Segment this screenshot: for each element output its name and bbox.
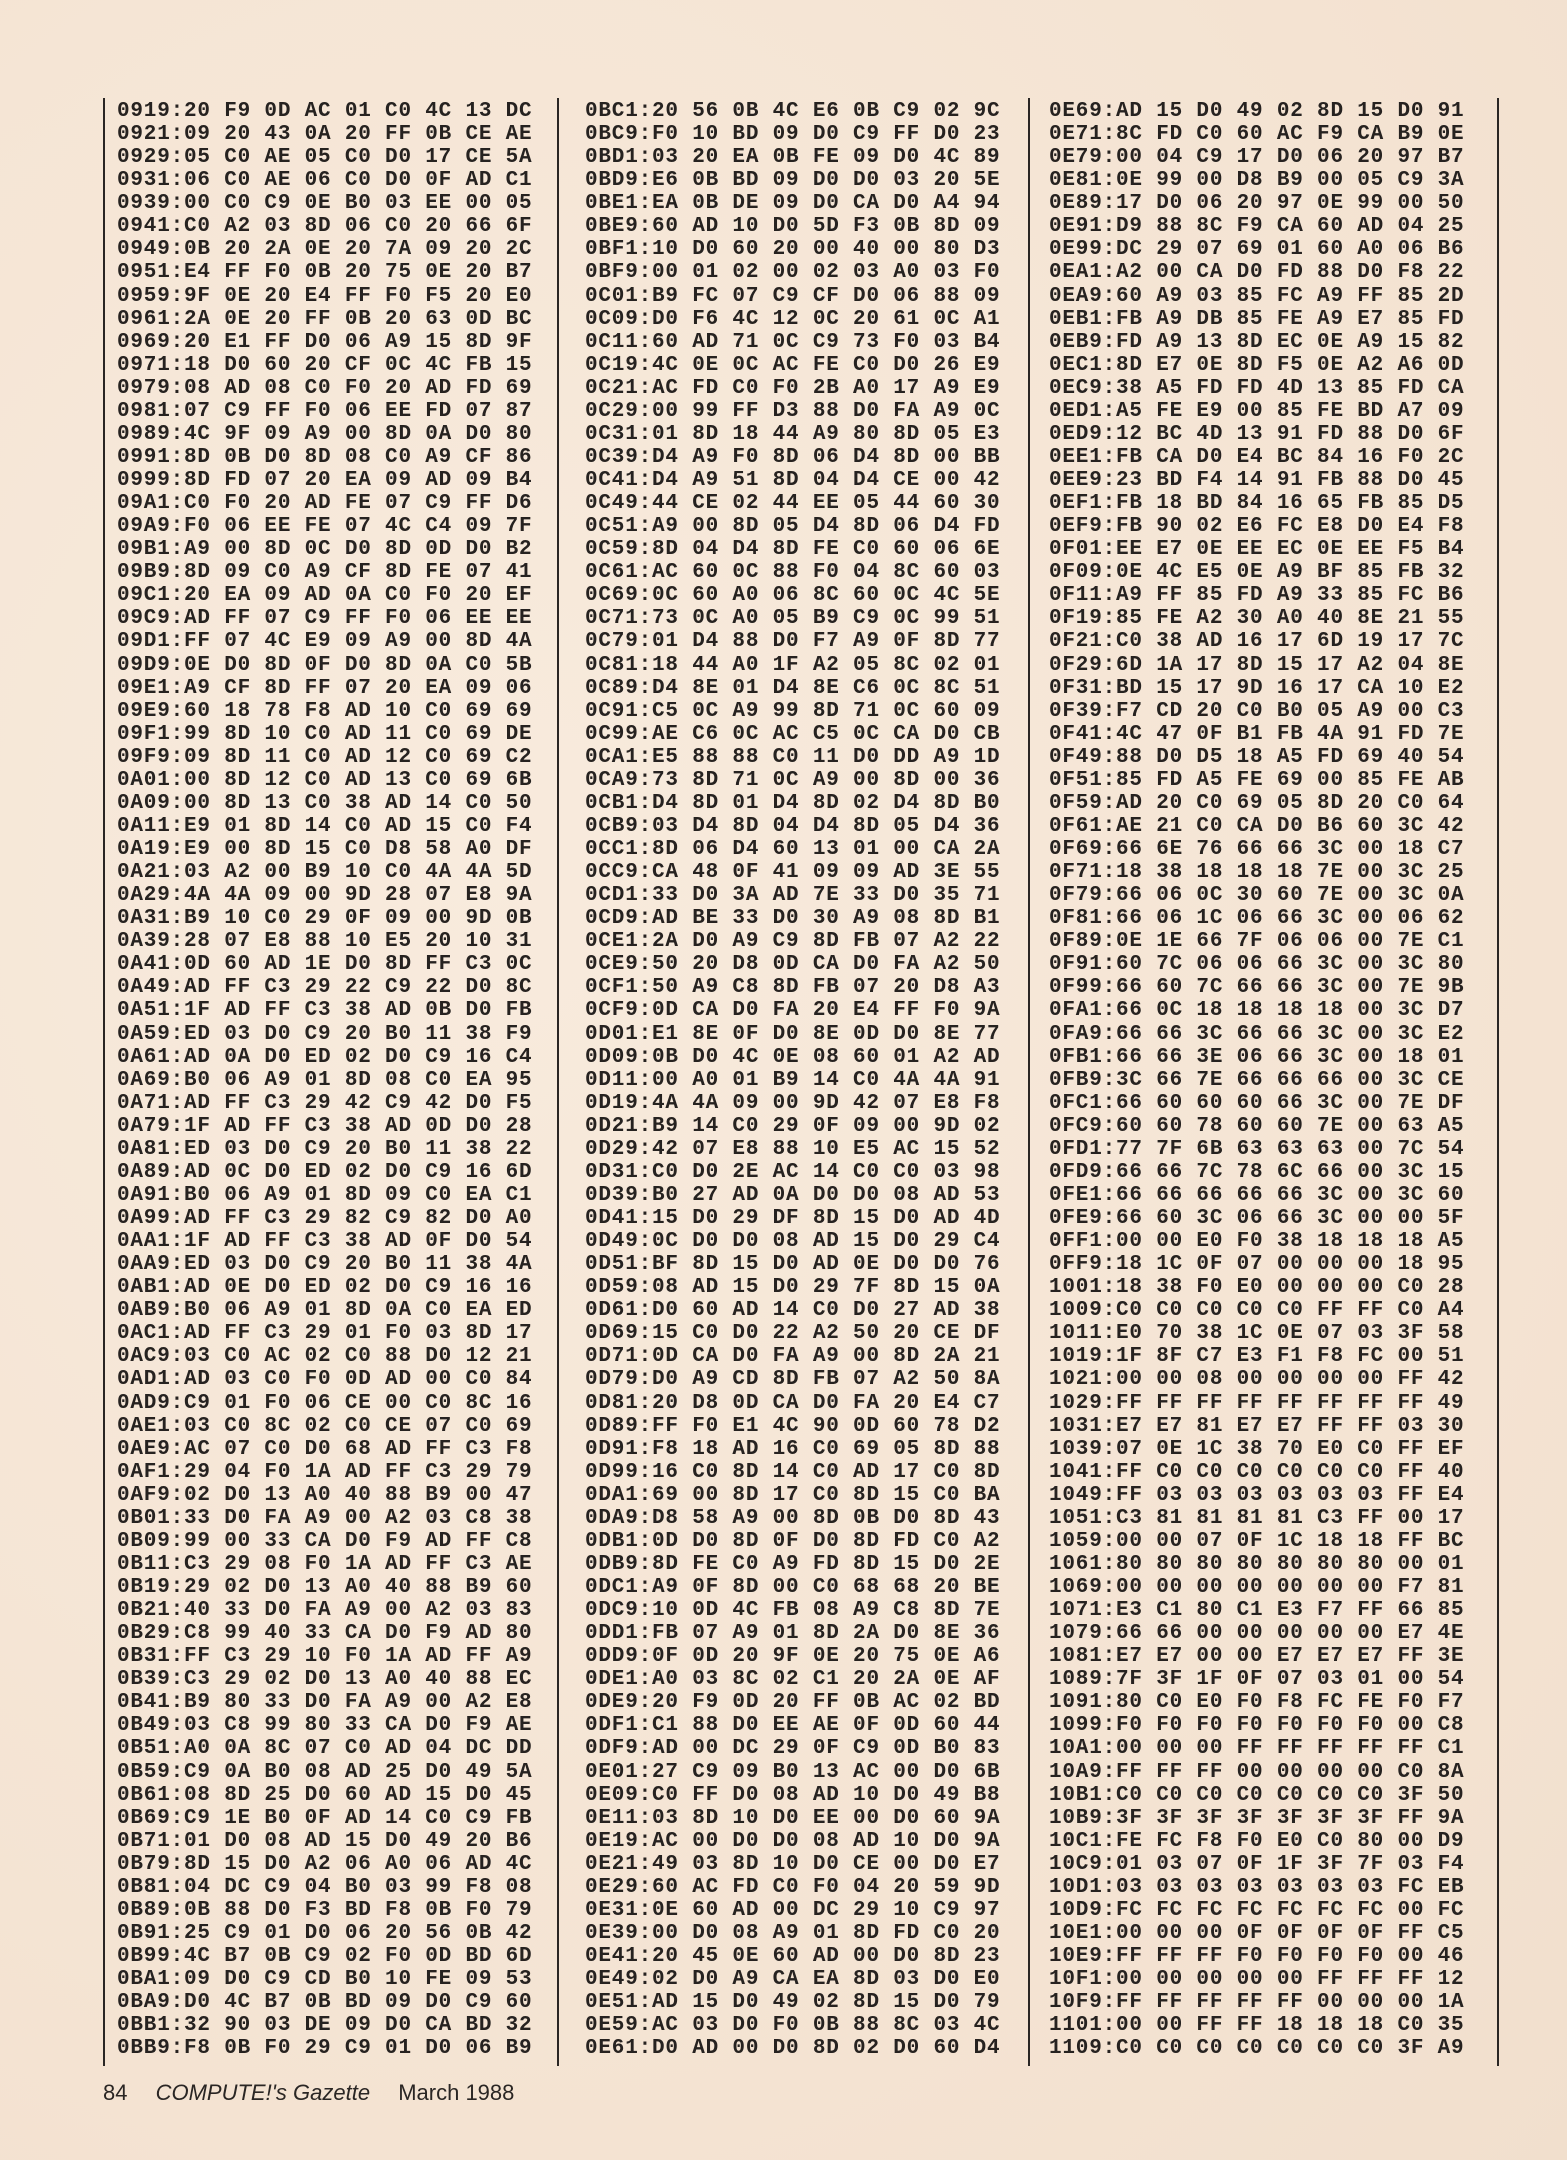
listing-line: 0E21:49 03 8D 10 D0 CE 00 D0 E7 [585, 1852, 1001, 1876]
listing-line: 0E29:60 AC FD C0 F0 04 20 59 9D [585, 1875, 1001, 1899]
listing-line: 0BF1:10 D0 60 20 00 40 00 80 D3 [585, 238, 1001, 262]
listing-line: 0B19:29 02 D0 13 A0 40 88 B9 60 [117, 1576, 533, 1599]
listing-line: 0A91:B0 06 A9 01 8D 09 C0 EA C1 [117, 1183, 533, 1207]
listing-line: 0FC1:66 60 60 60 66 3C 00 7E DF [1049, 1091, 1465, 1115]
listing-line: 0F39:F7 CD 20 C0 B0 05 A9 00 C3 [1049, 699, 1465, 723]
listing-line: 1031:E7 E7 81 E7 E7 FF FF 03 30 [1049, 1414, 1465, 1438]
listing-line: 1019:1F 8F C7 E3 F1 F8 FC 00 51 [1049, 1345, 1465, 1369]
listing-line: 09C9:AD FF 07 C9 FF F0 06 EE EE [117, 607, 533, 631]
listing-line: 10F9:FF FF FF FF FF 00 00 00 1A [1049, 1991, 1465, 2015]
listing-line: 0C41:D4 A9 51 8D 04 D4 CE 00 42 [585, 469, 1001, 492]
listing-line: 0DF9:AD 00 DC 29 0F C9 0D B0 83 [585, 1737, 1001, 1761]
listing-line: 0F29:6D 1A 17 8D 15 17 A2 04 8E [1049, 653, 1465, 677]
listing-line: 0B59:C9 0A B0 08 AD 25 D0 49 5A [117, 1760, 533, 1784]
listing-line: 0E69:AD 15 D0 49 02 8D 15 D0 91 [1049, 100, 1465, 123]
listing-line: 1081:E7 E7 00 00 E7 E7 E7 FF 3E [1049, 1645, 1465, 1669]
listing-line: 0C49:44 CE 02 44 EE 05 44 60 30 [585, 492, 1001, 516]
listing-line: 0D89:FF F0 E1 4C 90 0D 60 78 D2 [585, 1414, 1001, 1438]
listing-line: 0C51:A9 00 8D 05 D4 8D 06 D4 FD [585, 515, 1001, 539]
listing-line: 0DC9:10 0D 4C FB 08 A9 C8 8D 7E [585, 1599, 1001, 1623]
listing-line: 0FE1:66 66 66 66 66 3C 00 3C 60 [1049, 1183, 1465, 1207]
listing-line: 09B1:A9 00 8D 0C D0 8D 0D D0 B2 [117, 538, 533, 562]
listing-line: 0979:08 AD 08 C0 F0 20 AD FD 69 [117, 376, 533, 400]
listing-line: 0D41:15 D0 29 DF 8D 15 D0 AD 4D [585, 1207, 1001, 1230]
listing-line: 0C61:AC 60 0C 88 F0 04 8C 60 03 [585, 561, 1001, 585]
listing-line: 0F09:0E 4C E5 0E A9 BF 85 FB 32 [1049, 561, 1465, 585]
listing-line: 0941:C0 A2 03 8D 06 C0 20 66 6F [117, 215, 533, 239]
listing-line: 0969:20 E1 FF D0 06 A9 15 8D 9F [117, 330, 533, 354]
listing-line: 0E91:D9 88 8C F9 CA 60 AD 04 25 [1049, 215, 1465, 239]
listing-line: 0D19:4A 4A 09 00 9D 42 07 E8 F8 [585, 1091, 1001, 1115]
listing-line: 0A89:AD 0C D0 ED 02 D0 C9 16 6D [117, 1160, 533, 1184]
listing-line: 0B91:25 C9 01 D0 06 20 56 0B 42 [117, 1921, 533, 1945]
listing-line: 0C79:01 D4 88 D0 F7 A9 0F 8D 77 [585, 630, 1001, 654]
listing-line: 0CC1:8D 06 D4 60 13 01 00 CA 2A [585, 838, 1001, 861]
listing-line: 0921:09 20 43 0A 20 FF 0B CE AE [117, 123, 533, 147]
listing-line: 10B9:3F 3F 3F 3F 3F 3F 3F FF 9A [1049, 1806, 1465, 1830]
listing-line: 0BD1:03 20 EA 0B FE 09 D0 4C 89 [585, 146, 1001, 170]
listing-line: 09B9:8D 09 C0 A9 CF 8D FE 07 41 [117, 561, 533, 585]
listing-line: 1069:00 00 00 00 00 00 00 F7 81 [1049, 1576, 1465, 1599]
magazine-title: COMPUTE!'s Gazette [155, 2080, 371, 2105]
listing-line: 0D29:42 07 E8 88 10 E5 AC 15 52 [585, 1137, 1001, 1161]
listing-line: 0EB1:FB A9 DB 85 FE A9 E7 85 FD [1049, 307, 1465, 331]
listing-line: 0CB1:D4 8D 01 D4 8D 02 D4 8D B0 [585, 791, 1001, 815]
listing-line: 0B69:C9 1E B0 0F AD 14 C0 C9 FB [117, 1806, 533, 1830]
listing-line: 0B61:08 8D 25 D0 60 AD 15 D0 45 [117, 1783, 533, 1807]
listing-line: 0A29:4A 4A 09 00 9D 28 07 E8 9A [117, 884, 533, 908]
listing-line: 0A21:03 A2 00 B9 10 C0 4A 4A 5D [117, 861, 533, 885]
listing-line: 0C89:D4 8E 01 D4 8E C6 0C 8C 51 [585, 676, 1001, 700]
listing-line: 09F9:09 8D 11 C0 AD 12 C0 69 C2 [117, 745, 533, 769]
listing-line: 0DC1:A9 0F 8D 00 C0 68 68 20 BE [585, 1576, 1001, 1599]
listing-line: 09D1:FF 07 4C E9 09 A9 00 8D 4A [117, 630, 533, 654]
listing-line: 0C91:C5 0C A9 99 8D 71 0C 60 09 [585, 699, 1001, 723]
listing-line: 0FA9:66 66 3C 66 66 3C 00 3C E2 [1049, 1022, 1465, 1046]
listing-line: 0931:06 C0 AE 06 C0 D0 0F AD C1 [117, 169, 533, 193]
listing-line: 0991:8D 0B D0 8D 08 C0 A9 CF 86 [117, 445, 533, 469]
listing-line: 0E49:02 D0 A9 CA EA 8D 03 D0 E0 [585, 1968, 1001, 1992]
listing-line: 0929:05 C0 AE 05 C0 D0 17 CE 5A [117, 146, 533, 170]
listing-line: 0EC9:38 A5 FD FD 4D 13 85 FD CA [1049, 376, 1465, 400]
listing-line: 0C31:01 8D 18 44 A9 80 8D 05 E3 [585, 422, 1001, 446]
listing-line: 0C99:AE C6 0C AC C5 0C CA D0 CB [585, 722, 1001, 746]
listing-line: 0BE9:60 AD 10 D0 5D F3 0B 8D 09 [585, 215, 1001, 239]
listing-column-2 [585, 100, 1000, 2060]
listing-line: 0F31:BD 15 17 9D 16 17 CA 10 E2 [1049, 676, 1465, 700]
listing-line: 0F51:85 FD A5 FE 69 00 85 FE AB [1049, 768, 1465, 792]
listing-line: 0EA1:A2 00 CA D0 FD 88 D0 F8 22 [1049, 261, 1465, 285]
listing-line: 10D9:FC FC FC FC FC FC FC 00 FC [1049, 1898, 1465, 1922]
listing-line: 0DA1:69 00 8D 17 C0 8D 15 C0 BA [585, 1483, 1001, 1507]
listing-line: 1051:C3 81 81 81 81 C3 FF 00 17 [1049, 1506, 1465, 1530]
listing-line: 0FC9:60 60 78 60 60 7E 00 63 A5 [1049, 1114, 1465, 1138]
listing-line: 0951:E4 FF F0 0B 20 75 0E 20 B7 [117, 261, 533, 285]
column-rule [557, 98, 559, 2066]
listing-line: 0EF1:FB 18 BD 84 16 65 FB 85 D5 [1049, 492, 1465, 516]
listing-line: 0AB9:B0 06 A9 01 8D 0A C0 EA ED [117, 1299, 533, 1323]
listing-line: 1109:C0 C0 C0 C0 C0 C0 C0 3F A9 [1049, 2037, 1465, 2061]
listing-line: 1071:E3 C1 80 C1 E3 F7 FF 66 85 [1049, 1599, 1465, 1623]
listing-line: 0D31:C0 D0 2E AC 14 C0 C0 03 98 [585, 1160, 1001, 1184]
listing-line: 0A09:00 8D 13 C0 38 AD 14 C0 50 [117, 791, 533, 815]
listing-line: 0B71:01 D0 08 AD 15 D0 49 20 B6 [117, 1829, 533, 1853]
listing-line: 0A39:28 07 E8 88 10 E5 20 10 31 [117, 930, 533, 954]
listing-line: 0EA9:60 A9 03 85 FC A9 FF 85 2D [1049, 284, 1465, 308]
listing-line: 0A19:E9 00 8D 15 C0 D8 58 A0 DF [117, 838, 533, 861]
listing-line: 0D99:16 C0 8D 14 C0 AD 17 C0 8D [585, 1460, 1001, 1484]
listing-line: 0AF9:02 D0 13 A0 40 88 B9 00 47 [117, 1483, 533, 1507]
listing-line: 09E9:60 18 78 F8 AD 10 C0 69 69 [117, 699, 533, 723]
listing-line: 0E59:AC 03 D0 F0 0B 88 8C 03 4C [585, 2014, 1001, 2038]
listing-line: 0949:0B 20 2A 0E 20 7A 09 20 2C [117, 238, 533, 262]
listing-line: 0B11:C3 29 08 F0 1A AD FF C3 AE [117, 1552, 533, 1576]
page-footer [103, 2080, 536, 2106]
listing-line: 0EE9:23 BD F4 14 91 FB 88 D0 45 [1049, 469, 1465, 492]
listing-line: 0999:8D FD 07 20 EA 09 AD 09 B4 [117, 469, 533, 492]
listing-line: 0CF1:50 A9 C8 8D FB 07 20 D8 A3 [585, 976, 1001, 1000]
listing-line: 0C59:8D 04 D4 8D FE C0 60 06 6E [585, 538, 1001, 562]
listing-line: 0CF9:0D CA D0 FA 20 E4 FF F0 9A [585, 999, 1001, 1023]
listing-line: 0E81:0E 99 00 D8 B9 00 05 C9 3A [1049, 169, 1465, 193]
listing-line: 0961:2A 0E 20 FF 0B 20 63 0D BC [117, 307, 533, 331]
listing-line: 0FB1:66 66 3E 06 66 3C 00 18 01 [1049, 1045, 1465, 1069]
listing-line: 0B81:04 DC C9 04 B0 03 99 F8 08 [117, 1875, 533, 1899]
listing-line: 0E11:03 8D 10 D0 EE 00 D0 60 9A [585, 1806, 1001, 1830]
listing-line: 1089:7F 3F 1F 0F 07 03 01 00 54 [1049, 1668, 1465, 1692]
listing-line: 0F81:66 06 1C 06 66 3C 00 06 62 [1049, 907, 1465, 931]
listing-line: 0E79:00 04 C9 17 D0 06 20 97 B7 [1049, 146, 1465, 170]
listing-line: 0AE9:AC 07 C0 D0 68 AD FF C3 F8 [117, 1437, 533, 1461]
listing-line: 1009:C0 C0 C0 C0 C0 FF FF C0 A4 [1049, 1299, 1465, 1323]
listing-line: 0C81:18 44 A0 1F A2 05 8C 02 01 [585, 653, 1001, 677]
listing-line: 0BF9:00 01 02 00 02 03 A0 03 F0 [585, 261, 1001, 285]
listing-line: 0AE1:03 C0 8C 02 C0 CE 07 C0 69 [117, 1414, 533, 1438]
listing-line: 10A9:FF FF FF 00 00 00 00 C0 8A [1049, 1760, 1465, 1784]
listing-line: 10D1:03 03 03 03 03 03 03 FC EB [1049, 1875, 1465, 1899]
listing-line: 0B31:FF C3 29 10 F0 1A AD FF A9 [117, 1645, 533, 1669]
listing-line: 0CE9:50 20 D8 0D CA D0 FA A2 50 [585, 953, 1001, 977]
listing-line: 0ED9:12 BC 4D 13 91 FD 88 D0 6F [1049, 422, 1465, 446]
listing-line: 0B49:03 C8 99 80 33 CA D0 F9 AE [117, 1714, 533, 1738]
listing-line: 0D21:B9 14 C0 29 0F 09 00 9D 02 [585, 1114, 1001, 1138]
listing-line: 0C09:D0 F6 4C 12 0C 20 61 0C A1 [585, 307, 1001, 331]
listing-line: 0E89:17 D0 06 20 97 0E 99 00 50 [1049, 192, 1465, 216]
listing-line: 1041:FF C0 C0 C0 C0 C0 C0 FF 40 [1049, 1460, 1465, 1484]
listing-line: 09D9:0E D0 8D 0F D0 8D 0A C0 5B [117, 653, 533, 677]
listing-line: 0E01:27 C9 09 B0 13 AC 00 D0 6B [585, 1760, 1001, 1784]
issue-date: March 1988 [398, 2080, 515, 2105]
listing-line: 0E31:0E 60 AD 00 DC 29 10 C9 97 [585, 1898, 1001, 1922]
listing-line: 0A79:1F AD FF C3 38 AD 0D D0 28 [117, 1114, 533, 1138]
listing-line: 0F01:EE E7 0E EE EC 0E EE F5 B4 [1049, 538, 1465, 562]
listing-line: 0C01:B9 FC 07 C9 CF D0 06 88 09 [585, 284, 1001, 308]
listing-line: 0D81:20 D8 0D CA D0 FA 20 E4 C7 [585, 1391, 1001, 1415]
listing-line: 0939:00 C0 C9 0E B0 03 EE 00 05 [117, 192, 533, 216]
listing-line: 0D11:00 A0 01 B9 14 C0 4A 4A 91 [585, 1068, 1001, 1092]
listing-line: 0EC1:8D E7 0E 8D F5 0E A2 A6 0D [1049, 353, 1465, 377]
listing-line: 0971:18 D0 60 20 CF 0C 4C FB 15 [117, 353, 533, 377]
listing-line: 0A81:ED 03 D0 C9 20 B0 11 38 22 [117, 1137, 533, 1161]
listing-line: 0D79:D0 A9 CD 8D FB 07 A2 50 8A [585, 1368, 1001, 1392]
listing-line: 0ED1:A5 FE E9 00 85 FE BD A7 09 [1049, 399, 1465, 423]
listing-line: 0F21:C0 38 AD 16 17 6D 19 17 7C [1049, 630, 1465, 654]
listing-line: 0C29:00 99 FF D3 88 D0 FA A9 0C [585, 399, 1001, 423]
listing-line: 0E39:00 D0 08 A9 01 8D FD C0 20 [585, 1921, 1001, 1945]
listing-line: 0D09:0B D0 4C 0E 08 60 01 A2 AD [585, 1045, 1001, 1069]
listing-line: 0BB1:32 90 03 DE 09 D0 CA BD 32 [117, 2014, 533, 2038]
listing-line: 1059:00 00 07 0F 1C 18 18 FF BC [1049, 1529, 1465, 1553]
listing-line: 0B29:C8 99 40 33 CA D0 F9 AD 80 [117, 1622, 533, 1646]
listing-line: 0AA9:ED 03 D0 C9 20 B0 11 38 4A [117, 1253, 533, 1277]
listing-line: 0D91:F8 18 AD 16 C0 69 05 8D 88 [585, 1437, 1001, 1461]
listing-line: 0CA9:73 8D 71 0C A9 00 8D 00 36 [585, 768, 1001, 792]
listing-line: 0FB9:3C 66 7E 66 66 66 00 3C CE [1049, 1068, 1465, 1092]
listing-line: 0D51:BF 8D 15 D0 AD 0E D0 D0 76 [585, 1253, 1001, 1277]
listing-line: 0E51:AD 15 D0 49 02 8D 15 D0 79 [585, 1991, 1001, 2015]
listing-line: 1101:00 00 FF FF 18 18 18 C0 35 [1049, 2014, 1465, 2038]
listing-line: 0AA1:1F AD FF C3 38 AD 0F D0 54 [117, 1230, 533, 1254]
listing-line: 0E71:8C FD C0 60 AC F9 CA B9 0E [1049, 123, 1465, 147]
listing-line: 0C69:0C 60 A0 06 8C 60 0C 4C 5E [585, 584, 1001, 608]
column-rule [103, 98, 105, 2066]
listing-line: 0B51:A0 0A 8C 07 C0 AD 04 DC DD [117, 1737, 533, 1761]
listing-line: 0C39:D4 A9 F0 8D 06 D4 8D 00 BB [585, 445, 1001, 469]
listing-line: 0D49:0C D0 D0 08 AD 15 D0 29 C4 [585, 1230, 1001, 1254]
listing-line: 0DE1:A0 03 8C 02 C1 20 2A 0E AF [585, 1668, 1001, 1692]
listing-line: 0DA9:D8 58 A9 00 8D 0B D0 8D 43 [585, 1506, 1001, 1530]
listing-line: 1079:66 66 00 00 00 00 00 E7 4E [1049, 1622, 1465, 1646]
listing-line: 0959:9F 0E 20 E4 FF F0 F5 20 E0 [117, 284, 533, 308]
listing-line: 1039:07 0E 1C 38 70 E0 C0 FF EF [1049, 1437, 1465, 1461]
listing-line: 0A61:AD 0A D0 ED 02 D0 C9 16 C4 [117, 1045, 533, 1069]
listing-line: 10C1:FE FC F8 F0 E0 C0 80 00 D9 [1049, 1829, 1465, 1853]
listing-line: 0CD1:33 D0 3A AD 7E 33 D0 35 71 [585, 884, 1001, 908]
listing-line: 0C19:4C 0E 0C AC FE C0 D0 26 E9 [585, 353, 1001, 377]
listing-line: 0B79:8D 15 D0 A2 06 A0 06 AD 4C [117, 1852, 533, 1876]
listing-line: 0B01:33 D0 FA A9 00 A2 03 C8 38 [117, 1506, 533, 1530]
listing-line: 0B21:40 33 D0 FA A9 00 A2 03 83 [117, 1599, 533, 1623]
listing-line: 10A1:00 00 00 FF FF FF FF FF C1 [1049, 1737, 1465, 1761]
listing-line: 0FF1:00 00 E0 F0 38 18 18 18 A5 [1049, 1230, 1465, 1254]
listing-line: 0AD1:AD 03 C0 F0 0D AD 00 C0 84 [117, 1368, 533, 1392]
listing-line: 09E1:A9 CF 8D FF 07 20 EA 09 06 [117, 676, 533, 700]
listing-line: 1001:18 38 F0 E0 00 00 00 C0 28 [1049, 1276, 1465, 1300]
listing-line: 0DB1:0D D0 8D 0F D0 8D FD C0 A2 [585, 1529, 1001, 1553]
listing-line: 0D61:D0 60 AD 14 C0 D0 27 AD 38 [585, 1299, 1001, 1323]
listing-line: 0D01:E1 8E 0F D0 8E 0D D0 8E 77 [585, 1022, 1001, 1046]
listing-line: 09A9:F0 06 EE FE 07 4C C4 09 7F [117, 515, 533, 539]
listing-line: 0BE1:EA 0B DE 09 D0 CA D0 A4 94 [585, 192, 1001, 216]
listing-line: 0F91:60 7C 06 06 66 3C 00 3C 80 [1049, 953, 1465, 977]
listing-line: 0BC9:F0 10 BD 09 D0 C9 FF D0 23 [585, 123, 1001, 147]
listing-line: 0A11:E9 01 8D 14 C0 AD 15 C0 F4 [117, 814, 533, 838]
listing-line: 0E99:DC 29 07 69 01 60 A0 06 B6 [1049, 238, 1465, 262]
listing-line: 0CD9:AD BE 33 D0 30 A9 08 8D B1 [585, 907, 1001, 931]
listing-line: 0E41:20 45 0E 60 AD 00 D0 8D 23 [585, 1945, 1001, 1968]
column-rule [1497, 98, 1499, 2066]
listing-line: 0B39:C3 29 02 D0 13 A0 40 88 EC [117, 1668, 533, 1692]
listing-line: 10B1:C0 C0 C0 C0 C0 C0 C0 3F 50 [1049, 1783, 1465, 1807]
listing-line: 0E09:C0 FF D0 08 AD 10 D0 49 B8 [585, 1783, 1001, 1807]
listing-line: 0F69:66 6E 76 66 66 3C 00 18 C7 [1049, 838, 1465, 861]
listing-line: 0B89:0B 88 D0 F3 BD F8 0B F0 79 [117, 1898, 533, 1922]
listing-line: 0D39:B0 27 AD 0A D0 D0 08 AD 53 [585, 1183, 1001, 1207]
listing-line: 0B41:B9 80 33 D0 FA A9 00 A2 E8 [117, 1691, 533, 1715]
listing-line: 0A51:1F AD FF C3 38 AD 0B D0 FB [117, 999, 533, 1023]
listing-line: 0D69:15 C0 D0 22 A2 50 20 CE DF [585, 1322, 1001, 1346]
listing-line: 1029:FF FF FF FF FF FF FF FF 49 [1049, 1391, 1465, 1415]
listing-line: 0919:20 F9 0D AC 01 C0 4C 13 DC [117, 100, 533, 123]
listing-line: 0A59:ED 03 D0 C9 20 B0 11 38 F9 [117, 1022, 533, 1046]
listing-line: 1011:E0 70 38 1C 0E 07 03 3F 58 [1049, 1322, 1465, 1346]
listing-line: 0FE9:66 60 3C 06 66 3C 00 00 5F [1049, 1207, 1465, 1230]
listing-line: 0CE1:2A D0 A9 C9 8D FB 07 A2 22 [585, 930, 1001, 954]
listing-line: 0DB9:8D FE C0 A9 FD 8D 15 D0 2E [585, 1552, 1001, 1576]
listing-line: 0E19:AC 00 D0 D0 08 AD 10 D0 9A [585, 1829, 1001, 1853]
listing-line: 0AC9:03 C0 AC 02 C0 88 D0 12 21 [117, 1345, 533, 1369]
listing-line: 09C1:20 EA 09 AD 0A C0 F0 20 EF [117, 584, 533, 608]
listing-line: 0F41:4C 47 0F B1 FB 4A 91 FD 7E [1049, 722, 1465, 746]
listing-line: 0E61:D0 AD 00 D0 8D 02 D0 60 D4 [585, 2037, 1001, 2061]
listing-line: 0A31:B9 10 C0 29 0F 09 00 9D 0B [117, 907, 533, 931]
listing-line: 0C21:AC FD C0 F0 2B A0 17 A9 E9 [585, 376, 1001, 400]
listing-line: 0F99:66 60 7C 66 66 3C 00 7E 9B [1049, 976, 1465, 1000]
listing-line: 1099:F0 F0 F0 F0 F0 F0 F0 00 C8 [1049, 1714, 1465, 1738]
listing-line: 0981:07 C9 FF F0 06 EE FD 07 87 [117, 399, 533, 423]
listing-line: 0CA1:E5 88 88 C0 11 D0 DD A9 1D [585, 745, 1001, 769]
listing-line: 0A49:AD FF C3 29 22 C9 22 D0 8C [117, 976, 533, 1000]
listing-line: 0CC9:CA 48 0F 41 09 09 AD 3E 55 [585, 861, 1001, 885]
listing-line: 0BA1:09 D0 C9 CD B0 10 FE 09 53 [117, 1968, 533, 1992]
listing-line: 0F79:66 06 0C 30 60 7E 00 3C 0A [1049, 884, 1465, 908]
listing-line: 0EB9:FD A9 13 8D EC 0E A9 15 82 [1049, 330, 1465, 354]
listing-line: 0AC1:AD FF C3 29 01 F0 03 8D 17 [117, 1322, 533, 1346]
listing-line: 0BD9:E6 0B BD 09 D0 D0 03 20 5E [585, 169, 1001, 193]
page-number: 84 [103, 2080, 128, 2105]
listing-line: 0A71:AD FF C3 29 42 C9 42 D0 F5 [117, 1091, 533, 1115]
listing-line: 0DF1:C1 88 D0 EE AE 0F 0D 60 44 [585, 1714, 1001, 1738]
listing-line: 0F49:88 D0 D5 18 A5 FD 69 40 54 [1049, 745, 1465, 769]
listing-line: 0B99:4C B7 0B C9 02 F0 0D BD 6D [117, 1945, 533, 1968]
listing-line: 0F19:85 FE A2 30 A0 40 8E 21 55 [1049, 607, 1465, 631]
listing-line: 0BC1:20 56 0B 4C E6 0B C9 02 9C [585, 100, 1001, 123]
listing-line: 1091:80 C0 E0 F0 F8 FC FE F0 F7 [1049, 1691, 1465, 1715]
listing-line: 0FD1:77 7F 6B 63 63 63 00 7C 54 [1049, 1137, 1465, 1161]
listing-line: 0AF1:29 04 F0 1A AD FF C3 29 79 [117, 1460, 533, 1484]
listing-line: 0F61:AE 21 C0 CA D0 B6 60 3C 42 [1049, 814, 1465, 838]
listing-line: 0DD9:0F 0D 20 9F 0E 20 75 0E A6 [585, 1645, 1001, 1669]
listing-line: 0BA9:D0 4C B7 0B BD 09 D0 C9 60 [117, 1991, 533, 2015]
listing-line: 0EF9:FB 90 02 E6 FC E8 D0 E4 F8 [1049, 515, 1465, 539]
listing-line: 10E9:FF FF FF F0 F0 F0 F0 00 46 [1049, 1945, 1465, 1968]
listing-line: 0BB9:F8 0B F0 29 C9 01 D0 06 B9 [117, 2037, 533, 2061]
listing-line: 0DD1:FB 07 A9 01 8D 2A D0 8E 36 [585, 1622, 1001, 1646]
listing-line: 0FA1:66 0C 18 18 18 18 00 3C D7 [1049, 999, 1465, 1023]
listing-line: 0F89:0E 1E 66 7F 06 06 00 7E C1 [1049, 930, 1465, 954]
listing-line: 1049:FF 03 03 03 03 03 03 FF E4 [1049, 1483, 1465, 1507]
listing-line: 0A99:AD FF C3 29 82 C9 82 D0 A0 [117, 1207, 533, 1230]
listing-line: 0D59:08 AD 15 D0 29 7F 8D 15 0A [585, 1276, 1001, 1300]
listing-line: 0C71:73 0C A0 05 B9 C9 0C 99 51 [585, 607, 1001, 631]
listing-line: 0FF9:18 1C 0F 07 00 00 00 18 95 [1049, 1253, 1465, 1277]
listing-line: 10F1:00 00 00 00 00 FF FF FF 12 [1049, 1968, 1465, 1992]
listing-line: 0A41:0D 60 AD 1E D0 8D FF C3 0C [117, 953, 533, 977]
listing-line: 0B09:99 00 33 CA D0 F9 AD FF C8 [117, 1529, 533, 1553]
listing-line: 1021:00 00 08 00 00 00 00 FF 42 [1049, 1368, 1465, 1392]
listing-column-3 [1049, 100, 1464, 2060]
listing-line: 10E1:00 00 00 0F 0F 0F 0F FF C5 [1049, 1921, 1465, 1945]
listing-column-1 [117, 100, 532, 2060]
listing-line: 0F11:A9 FF 85 FD A9 33 85 FC B6 [1049, 584, 1465, 608]
listing-line: 1061:80 80 80 80 80 80 80 00 01 [1049, 1552, 1465, 1576]
listing-line: 0EE1:FB CA D0 E4 BC 84 16 F0 2C [1049, 445, 1465, 469]
listing-line: 10C9:01 03 07 0F 1F 3F 7F 03 F4 [1049, 1852, 1465, 1876]
listing-line: 0AD9:C9 01 F0 06 CE 00 C0 8C 16 [117, 1391, 533, 1415]
listing-line: 0DE9:20 F9 0D 20 FF 0B AC 02 BD [585, 1691, 1001, 1715]
listing-line: 09F1:99 8D 10 C0 AD 11 C0 69 DE [117, 722, 533, 746]
listing-line: 0F71:18 38 18 18 18 7E 00 3C 25 [1049, 861, 1465, 885]
listing-line: 09A1:C0 F0 20 AD FE 07 C9 FF D6 [117, 492, 533, 516]
listing-line: 0F59:AD 20 C0 69 05 8D 20 C0 64 [1049, 791, 1465, 815]
listing-line: 0A01:00 8D 12 C0 AD 13 C0 69 6B [117, 768, 533, 792]
listing-line: 0CB9:03 D4 8D 04 D4 8D 05 D4 36 [585, 814, 1001, 838]
listing-line: 0A69:B0 06 A9 01 8D 08 C0 EA 95 [117, 1068, 533, 1092]
listing-line: 0AB1:AD 0E D0 ED 02 D0 C9 16 16 [117, 1276, 533, 1300]
listing-line: 0C11:60 AD 71 0C C9 73 F0 03 B4 [585, 330, 1001, 354]
column-rule [1028, 98, 1030, 2066]
listing-line: 0989:4C 9F 09 A9 00 8D 0A D0 80 [117, 422, 533, 446]
listing-line: 0D71:0D CA D0 FA A9 00 8D 2A 21 [585, 1345, 1001, 1369]
listing-line: 0FD9:66 66 7C 78 6C 66 00 3C 15 [1049, 1160, 1465, 1184]
